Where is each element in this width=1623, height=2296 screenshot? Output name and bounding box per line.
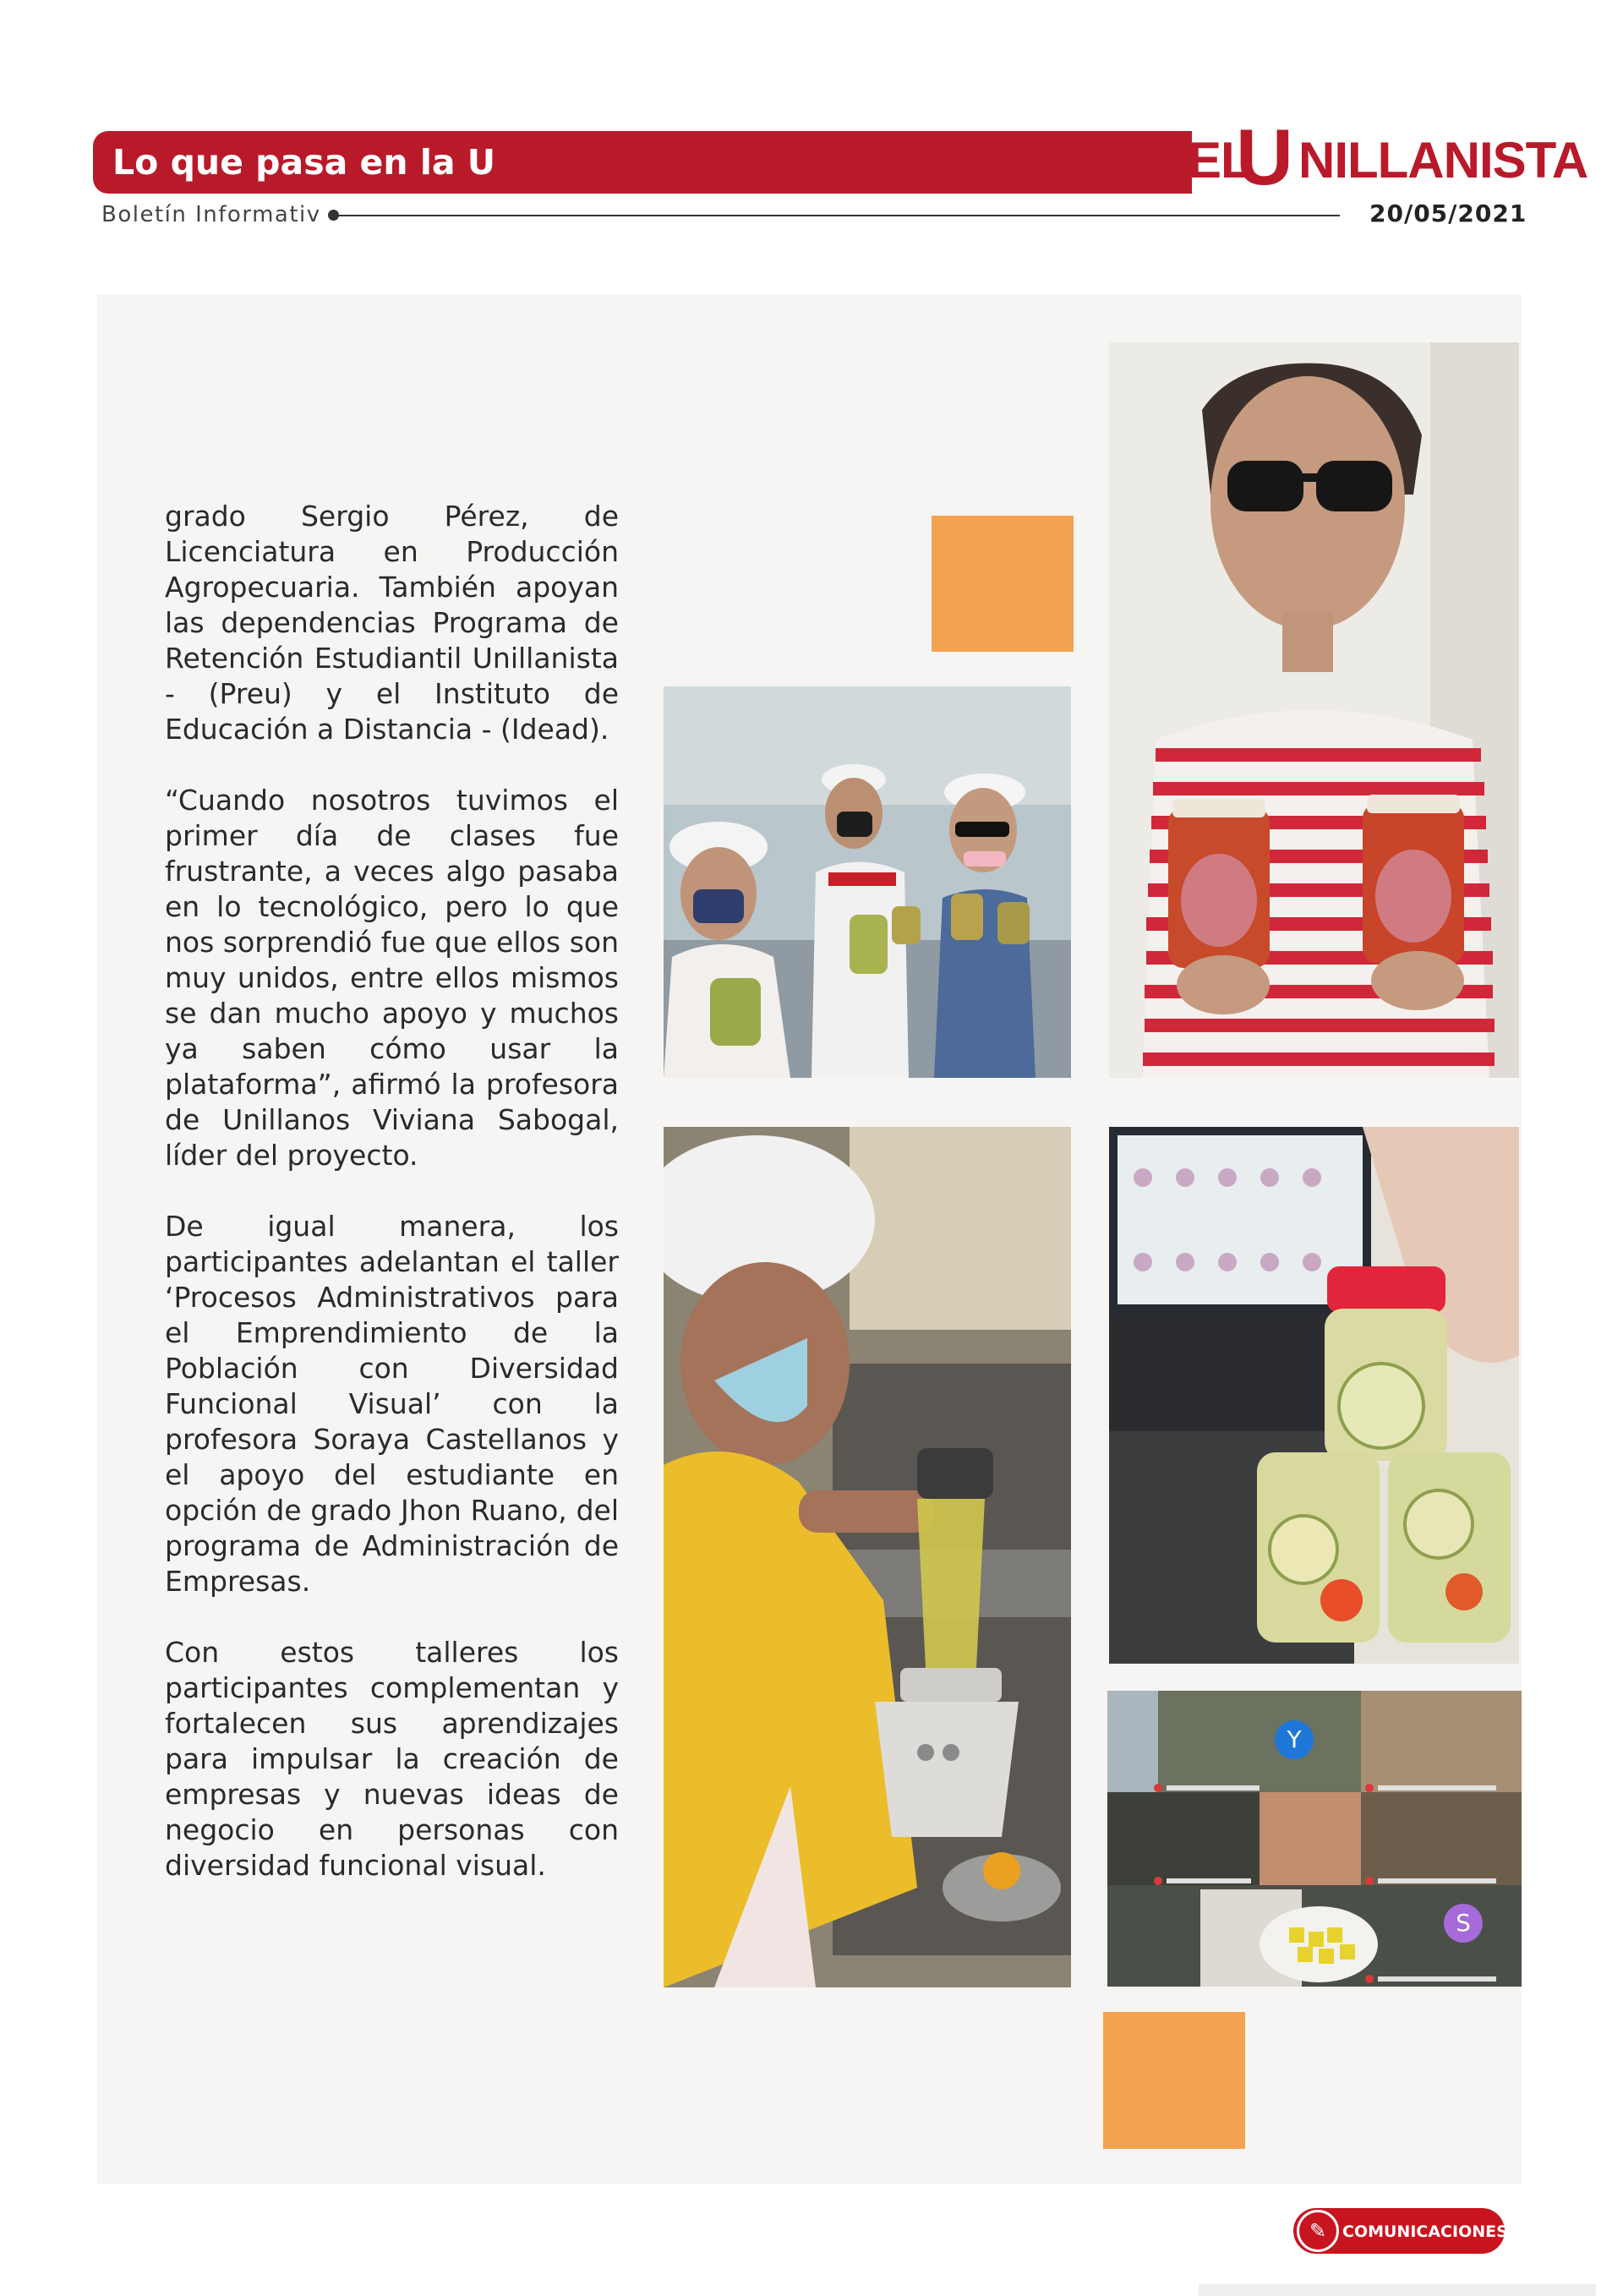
logo-suffix: NILLANISTA — [1298, 132, 1588, 189]
logo-letter-u: U — [1236, 112, 1293, 201]
photo-blender — [664, 1127, 1071, 1987]
communications-label: COMUNICACIONES — [1342, 2222, 1508, 2241]
article-paragraph: Con estos talleres los participantes complementan y fortalecen sus aprendizajes para impulsar la creación de empresas y nuevas ideas de negocio en personas con diversidad funcional visual. — [165, 1636, 619, 1882]
bulletin-subtitle: Boletín Informativ — [101, 202, 321, 227]
section-title: Lo que pasa en la U — [112, 142, 496, 183]
article-paragraph: “Cuando nosotros tuvimos el primer día de clases fue frustrante, a veces algo pasaba en lo tecnológico, pero lo que nos sorprendió fue que ellos son muy unidos, entre ellos mismos se dan mucho apoyo y muchos ya saben cómo usar la plataforma”, afirmó la profesora de Unillanos Viviana Sabogal, líder del proyecto. — [165, 784, 619, 1172]
photo-video-call — [1107, 1691, 1522, 1987]
subtitle-rule — [338, 215, 1340, 216]
issue-date: 20/05/2021 — [1369, 200, 1527, 227]
article-body — [165, 499, 619, 1919]
footer-strip — [1199, 2284, 1596, 2296]
communications-logo-icon: ✎ — [1297, 2210, 1339, 2252]
video-tile-y-avatar: Y — [1275, 1720, 1314, 1759]
accent-square-bottom — [1103, 2012, 1245, 2149]
photo-group-with-jars — [664, 686, 1071, 1078]
article-paragraph: grado Sergio Pérez, de Licenciatura en Producción Agropecuaria. También apoyan las dependencias Programa de Retención Estudiantil Unillanista - (Preu) y el Instituto de Educación a Distancia - (Idead). — [165, 500, 619, 746]
photo-woman-with-jars — [1109, 342, 1519, 1078]
photo-jars-laptop — [1109, 1127, 1519, 1664]
video-tile-s-avatar: S — [1444, 1904, 1483, 1943]
accent-square-top — [932, 516, 1074, 652]
logo-prefix: EL — [1188, 132, 1251, 189]
article-paragraph: De igual manera, los participantes adelantan el taller ‘Procesos Administrativos para el Emprendimiento de la Población con Diversidad Funcional Visual’ con la profesora Soraya Castellanos y el apoyo del estudiante en opción de grado Jhon Ruano, del programa de Administración de Empresas. — [165, 1210, 619, 1598]
